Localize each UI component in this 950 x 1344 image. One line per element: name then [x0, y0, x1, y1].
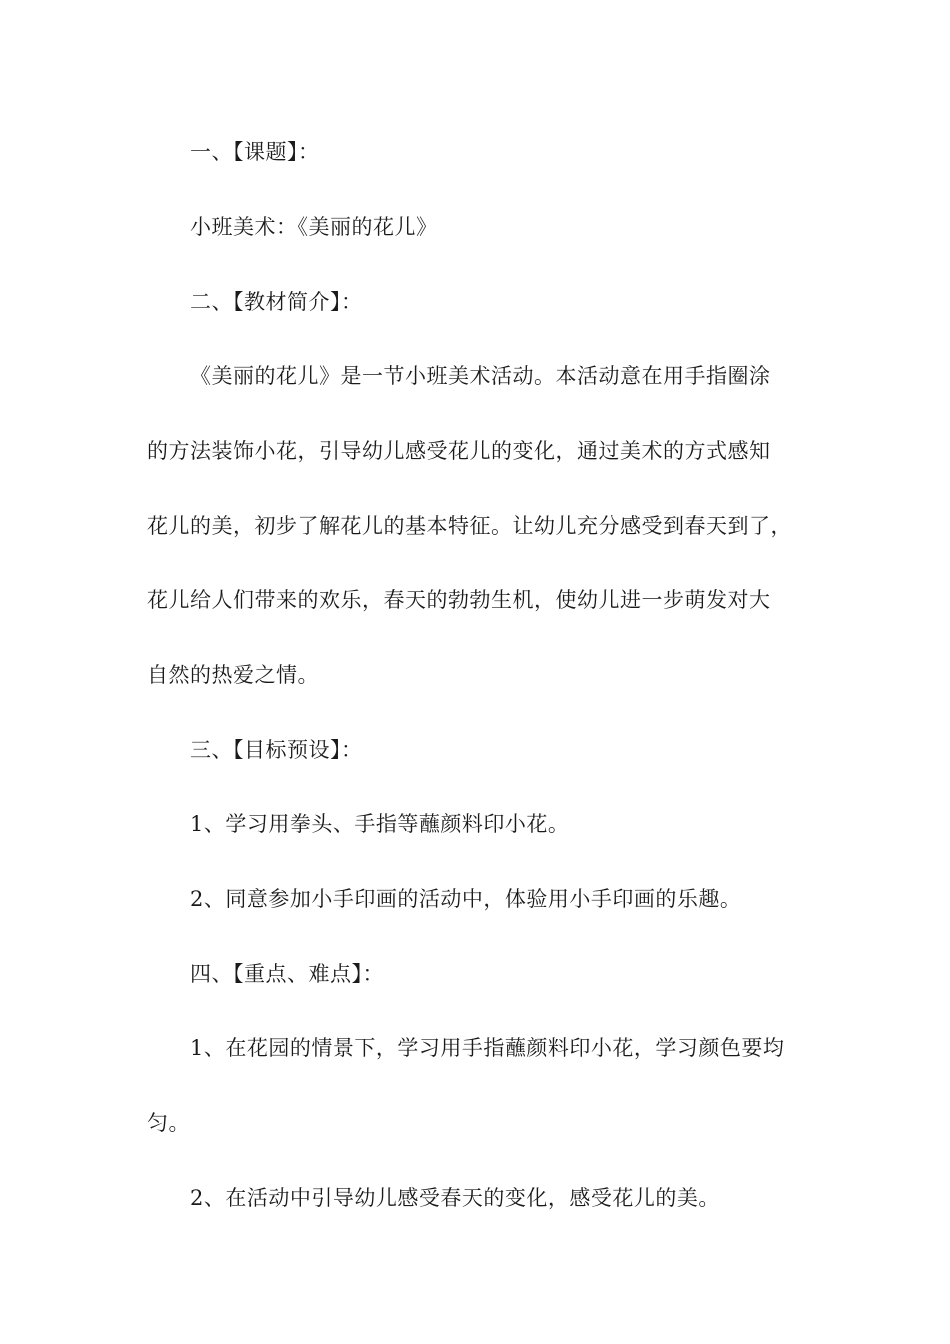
- paragraph-line: 《美丽的花儿》是一节小班美术活动。本活动意在用手指圈涂: [190, 364, 771, 388]
- section-1-content: 小班美术：《美丽的花儿》: [190, 215, 438, 239]
- list-item: 1、在花园的情景下，学习用手指蘸颜料印小花，学习颜色要均: [190, 1036, 785, 1060]
- list-item: 1、学习用拳头、手指等蘸颜料印小花。: [190, 812, 570, 836]
- paragraph-line: 花儿的美，初步了解花儿的基本特征。让幼儿充分感受到春天到了，: [147, 514, 792, 538]
- paragraph-line: 花儿给人们带来的欢乐，春天的勃勃生机，使幼儿进一步萌发对大: [147, 588, 771, 612]
- list-item: 2、同意参加小手印画的活动中，体验用小手印画的乐趣。: [190, 887, 742, 911]
- section-1-heading: 一、【课题】：: [190, 140, 320, 164]
- paragraph-line: 自然的热爱之情。: [147, 663, 319, 687]
- list-item: 2、在活动中引导幼儿感受春天的变化，感受花儿的美。: [190, 1186, 720, 1210]
- paragraph-line: 的方法装饰小花，引导幼儿感受花儿的变化，通过美术的方式感知: [147, 439, 771, 463]
- section-4-heading: 四、【重点、难点】：: [190, 962, 384, 986]
- section-2-heading: 二、【教材简介】：: [190, 290, 363, 314]
- list-item-continuation: 匀。: [147, 1111, 190, 1135]
- section-3-heading: 三、【目标预设】：: [190, 738, 363, 762]
